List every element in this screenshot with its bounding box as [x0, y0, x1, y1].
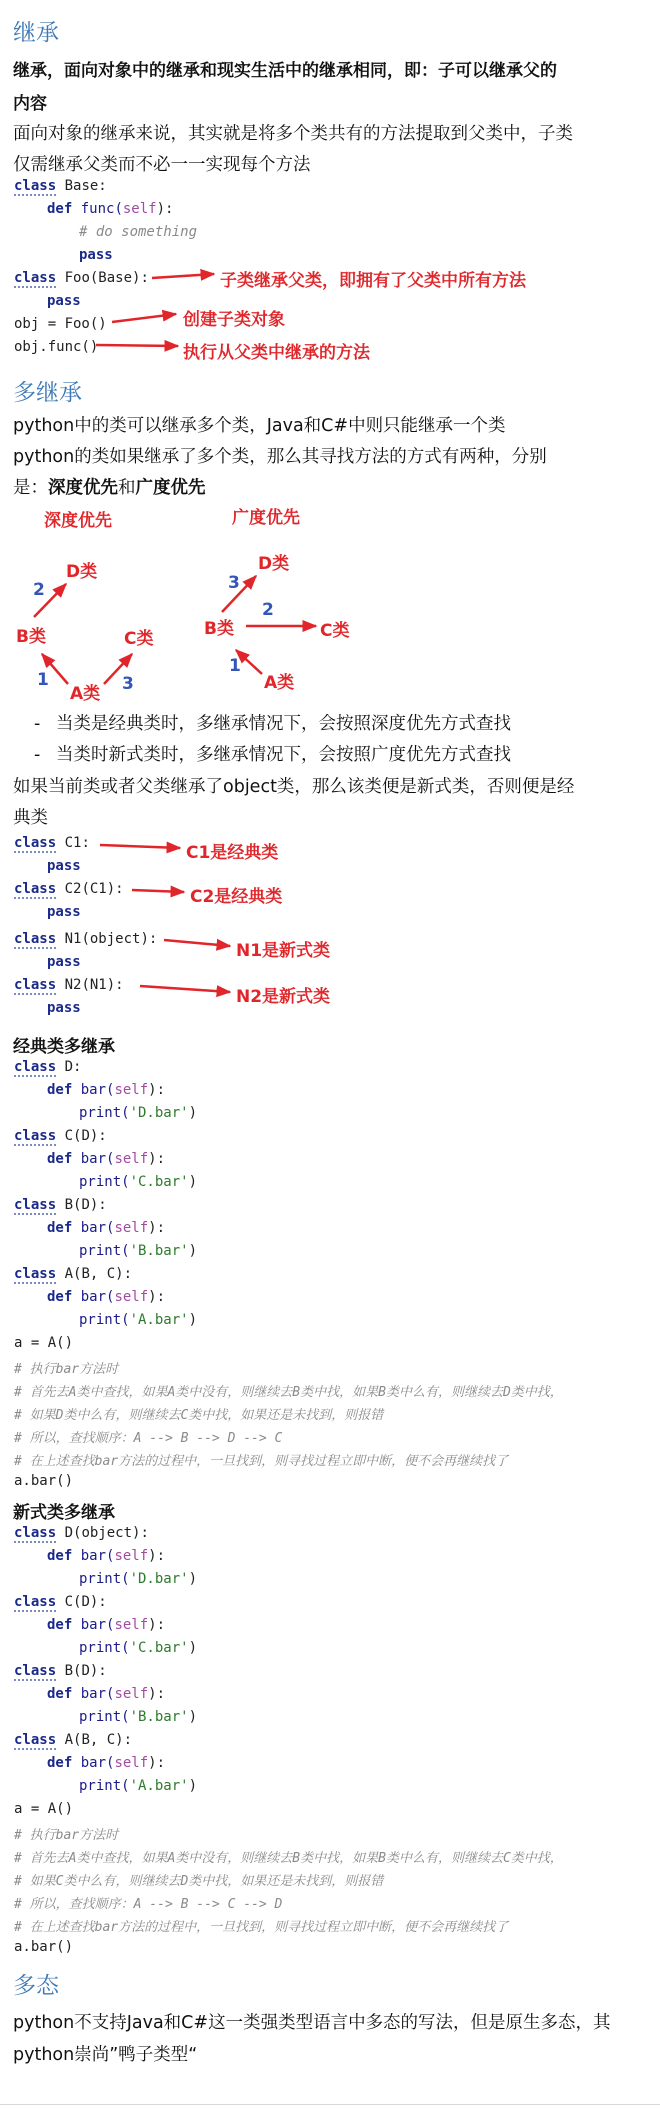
- arrow-c1: [100, 845, 180, 848]
- newstyle-para-line1: 如果当前类或者父类继承了object类，那么该类便是新式类，否则便是经: [13, 777, 575, 797]
- arrow-n2: [140, 986, 230, 992]
- code-line: class N1(object):: [14, 931, 158, 947]
- multi-para-line1: python中的类可以继承多个类，Java和C#中则只能继承一个类: [13, 416, 506, 436]
- code-line: class D:: [14, 1059, 82, 1075]
- code-line: def bar(self):: [47, 1289, 166, 1305]
- code-line: def bar(self):: [47, 1755, 166, 1771]
- arrow-c2: [132, 890, 184, 892]
- multi-para-line3: 是：深度优先和广度优先: [13, 478, 206, 498]
- code-line: class D(object):: [14, 1525, 149, 1541]
- breadth-step-2: 2: [262, 600, 274, 620]
- arrow-obj: [112, 314, 176, 322]
- section-title-inheritance: 继承: [13, 20, 59, 46]
- diagram-title-breadth-first: 广度优先: [232, 508, 300, 528]
- inheritance-intro-line2: 内容: [13, 94, 47, 114]
- annotation-call-inherited: 执行从父类中继承的方法: [183, 343, 370, 363]
- newstyle-para-line2: 典类: [13, 808, 48, 828]
- code-comment: # 如果D类中么有，则继续去C类中找，如果还是未找到，则报错: [14, 1408, 384, 1423]
- bullet-classic: - 当类是经典类时，多继承情况下，会按照深度优先方式查找: [34, 714, 511, 734]
- code-line: a.bar(): [14, 1939, 74, 1955]
- depth-step-2: 2: [33, 580, 45, 600]
- annotation-n1-new: N1是新式类: [236, 941, 331, 961]
- code-line: def bar(self):: [47, 1686, 166, 1702]
- code-line: class B(D):: [14, 1197, 107, 1213]
- code-line: print('B.bar'): [79, 1709, 198, 1725]
- code-line: def bar(self):: [47, 1220, 166, 1236]
- diagram-title-depth-first: 深度优先: [44, 511, 112, 531]
- code-line: pass: [47, 293, 81, 309]
- code-line: print('C.bar'): [79, 1174, 198, 1190]
- code-line: print('C.bar'): [79, 1640, 198, 1656]
- annotation-n2-new: N2是新式类: [236, 987, 331, 1007]
- code-line: def func(self):: [47, 201, 174, 217]
- code-line: print('B.bar'): [79, 1243, 198, 1259]
- code-line: def bar(self):: [47, 1151, 166, 1167]
- annotation-c1-classic: C1是经典类: [186, 843, 279, 863]
- code-line: class C(D):: [14, 1128, 107, 1144]
- code-line: class A(B, C):: [14, 1732, 133, 1748]
- multi-para-line2: python的类如果继承了多个类，那么其寻找方法的方式有两种，分别: [13, 447, 547, 467]
- section-title-newstyle-multi: 新式类多继承: [13, 1503, 115, 1523]
- code-line: pass: [47, 1000, 81, 1016]
- code-line: pass: [47, 858, 81, 874]
- code-line: a.bar(): [14, 1473, 74, 1489]
- code-line: class A(B, C):: [14, 1266, 133, 1282]
- code-line: print('D.bar'): [79, 1105, 198, 1121]
- code-line: def bar(self):: [47, 1082, 166, 1098]
- code-line: obj.func(): [14, 339, 99, 355]
- inheritance-desc-line2: 仅需继承父类而不必一一实现每个方法: [13, 155, 311, 175]
- arrow-func: [96, 345, 178, 346]
- annotation-subclass-inherits: 子类继承父类，即拥有了父类中所有方法: [220, 271, 526, 291]
- code-comment: # 执行bar方法时: [14, 1362, 119, 1377]
- code-comment: # 在上述查找bar方法的过程中，一旦找到，则寻找过程立即中断，便不会再继续找了: [14, 1454, 509, 1469]
- depth-node-c: C类: [124, 629, 154, 649]
- bullet-newstyle: - 当类时新式类时，多继承情况下，会按照广度优先方式查找: [34, 745, 511, 765]
- breadth-node-d: D类: [258, 554, 290, 574]
- code-line: pass: [47, 954, 81, 970]
- depth-step-1: 1: [37, 670, 49, 690]
- code-line: class B(D):: [14, 1663, 107, 1679]
- code-comment: # 执行bar方法时: [14, 1828, 119, 1843]
- code-line: class C(D):: [14, 1594, 107, 1610]
- depth-node-d: D类: [66, 562, 98, 582]
- code-comment: # 所以，查找顺序：A --> B --> D --> C: [14, 1431, 283, 1446]
- code-line: def bar(self):: [47, 1617, 166, 1633]
- depth-node-b: B类: [16, 627, 46, 647]
- code-comment: # 所以，查找顺序：A --> B --> C --> D: [14, 1897, 283, 1912]
- arrow-foo: [152, 274, 214, 278]
- breadth-step-1: 1: [229, 656, 241, 676]
- section-title-polymorphism: 多态: [13, 1973, 59, 1999]
- code-line: print('D.bar'): [79, 1571, 198, 1587]
- section-title-multiple-inheritance: 多继承: [13, 380, 82, 406]
- depth-step-3: 3: [122, 674, 134, 694]
- breadth-step-3: 3: [228, 573, 240, 593]
- breadth-node-a: A类: [264, 673, 295, 693]
- code-line: pass: [79, 247, 113, 263]
- code-line: class N2(N1):: [14, 977, 124, 993]
- breadth-node-b: B类: [204, 619, 234, 639]
- inheritance-intro-line1: 继承，面向对象中的继承和现实生活中的继承相同，即：子可以继承父的: [13, 61, 557, 81]
- annotation-create-object: 创建子类对象: [183, 310, 285, 330]
- code-line: def bar(self):: [47, 1548, 166, 1564]
- bottom-divider: [0, 2104, 660, 2105]
- breadth-node-c: C类: [320, 621, 350, 641]
- code-comment: # do something: [79, 224, 198, 240]
- code-line: a = A(): [14, 1801, 74, 1817]
- code-line: class Foo(Base):: [14, 270, 149, 286]
- code-comment: # 首先去A类中查找，如果A类中没有，则继续去B类中找，如果B类中么有，则继续去D类中找，: [14, 1385, 563, 1400]
- code-comment: # 如果C类中么有，则继续去D类中找，如果还是未找到，则报错: [14, 1874, 384, 1889]
- code-comment: # 首先去A类中查找，如果A类中没有，则继续去B类中找，如果B类中么有，则继续去C类中找，: [14, 1851, 563, 1866]
- code-line: a = A(): [14, 1335, 74, 1351]
- inheritance-desc-line1: 面向对象的继承来说，其实就是将多个类共有的方法提取到父类中，子类: [13, 124, 573, 144]
- code-line: obj = Foo(): [14, 316, 107, 332]
- code-line: class C1:: [14, 835, 90, 851]
- code-line: class C2(C1):: [14, 881, 124, 897]
- section-title-classic-multi: 经典类多继承: [13, 1037, 115, 1057]
- poly-para-line2: python崇尚”鸭子类型“: [13, 2045, 198, 2065]
- poly-para-line1: python不支持Java和C#这一类强类型语言中多态的写法，但是原生多态，其: [13, 2013, 611, 2033]
- code-line: pass: [47, 904, 81, 920]
- annotation-c2-classic: C2是经典类: [190, 887, 283, 907]
- depth-node-a: A类: [70, 684, 101, 704]
- arrow-n1: [164, 940, 230, 946]
- code-line: class Base:: [14, 178, 107, 194]
- code-line: print('A.bar'): [79, 1312, 198, 1328]
- code-line: print('A.bar'): [79, 1778, 198, 1794]
- code-comment: # 在上述查找bar方法的过程中，一旦找到，则寻找过程立即中断，便不会再继续找了: [14, 1920, 509, 1935]
